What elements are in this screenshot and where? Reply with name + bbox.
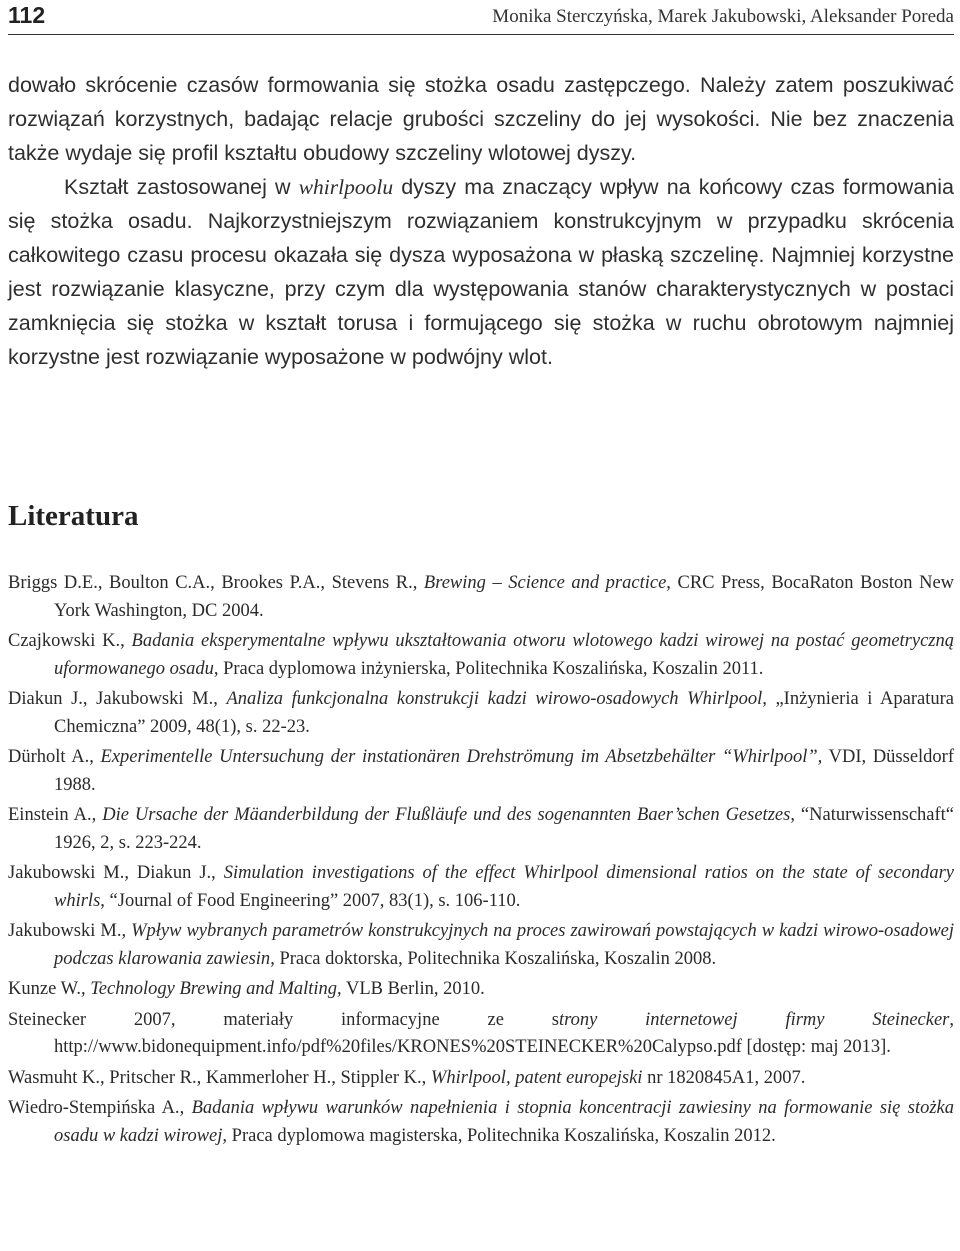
reference-authors: Steinecker 2007, materiały informacyjne ze s [8,1009,559,1030]
reference-list [8,570,954,1153]
reference-item [8,570,954,625]
reference-details: , “Naturwissenschaft“ 1926, 2, s. 223-224. [54,805,955,853]
reference-title: Simulation investigations of the effect Whirlpool dimensional ratios on the state of secondary whirls [54,863,954,911]
reference-separator: , [80,979,91,999]
reference-item [8,686,954,741]
page-header [8,0,954,35]
reference-separator: , [213,689,227,709]
reference-separator: , [120,631,132,651]
reference-title: trony internetowej firmy Steinecker [558,1009,950,1030]
body-text [8,68,954,374]
reference-item [8,744,954,799]
paragraph-2-italic-term: whirlpoolu [298,175,394,199]
reference-title: Whirlpool, patent europejski [430,1067,643,1088]
running-head-authors: Monika Sterczyńska, Marek Jakubowski, Aleksander Poreda [492,6,954,27]
reference-details: , Praca doktorska, Politechnika Koszalińska, Koszalin 2008. [270,948,717,969]
reference-separator: , [91,805,103,825]
section-title: Literatura [8,500,139,532]
paragraph-2 [8,170,954,374]
reference-details: , http://www.bidonequipment.info/pdf%20files/KRONES%20STEINECKER%20Calypso.pdf [dostęp: maj 2013]. [54,1009,954,1057]
reference-authors: Kunze W. [8,979,81,999]
paragraph-1: dowało skrócenie czasów formowania się stożka osadu zastępczego. Należy zatem poszukiwać rozwiązań korzystnych, badając relacje grubości szczeliny do jej wysokości. Nie bez znaczenia także wydaje się profil kształtu obudowy szczeliny wlotowej dyszy. [8,73,954,165]
reference-details: , VLB Berlin, 2010. [337,979,485,999]
reference-item [8,860,954,915]
reference-details: VDI, Düsseldorf 1988. [54,747,955,795]
reference-title: Badania eksperymentalne wpływu ukształtowania otworu wlotowego kadzi wirowej na postać geometryczną uformowanego osadu [54,631,954,679]
reference-title: Experimentelle Untersuchung der instationären Drehströmung im Absetzbehälter “Whirlpool”, [100,747,823,767]
reference-authors: Dürholt A. [8,747,90,767]
reference-authors: Jakubowski M. [8,921,122,941]
reference-item [8,918,954,973]
reference-details: „Inżynieria i Aparatura Chemiczna” 2009, 48(1), s. 22-23. [54,689,954,737]
reference-separator: , [121,921,132,941]
reference-authors: Wiedro-Stempińska A. [8,1098,180,1118]
reference-authors: Einstein A. [8,805,92,825]
reference-details: , CRC Press, BocaRaton Boston New York Washington, DC 2004. [54,573,955,621]
reference-separator: , [89,747,101,767]
reference-title: Badania wpływu warunków napełnienia i stopnia koncentracji zawiesiny na formowanie się stożka osadu w kadzi wirowej, [54,1098,955,1146]
reference-title: Die Ursache der Mäanderbildung der Flußläufe und des sogenannten Baer’schen Gesetzes [102,805,791,825]
reference-item [8,976,954,1004]
reference-authors: Diakun J., Jakubowski M. [8,689,214,709]
reference-item [8,1007,954,1062]
reference-separator: , [412,573,424,593]
reference-separator: , [421,1067,431,1088]
reference-separator: , [179,1098,192,1118]
reference-separator: , [211,863,224,883]
reference-item [8,1095,954,1150]
reference-title: Analiza funkcjonalna konstrukcji kadzi wirowo-osadowych Whirlpool, [226,689,767,709]
paragraph-2-start: Kształt zastosowanej w [64,175,299,199]
reference-authors: Briggs D.E., Boulton C.A., Brookes P.A., Stevens R. [8,573,413,593]
reference-title: Technology Brewing and Malting [90,979,338,999]
reference-authors: Jakubowski M., Diakun J. [8,863,212,883]
reference-details: Praca dyplomowa magisterska, Politechnika Koszalińska, Koszalin 2012. [227,1125,776,1146]
reference-item [8,802,954,857]
paragraph-2-end: dyszy ma znaczący wpływ na końcowy czas formowania się stożka osadu. Najkorzystniejszym rozwiązaniem konstrukcyjnym w przypadku skrócenia całkowitego czasu procesu okazała się dysza wyposażona w płaską szczelinę. Najmniej korzystne jest rozwiązanie klasyczne, przy czym dla występowania stanów charakterystycznych w postaci zamknięcia się stożka w kształt torusa i formującego się stożka w ruchu obrotowym najmniej korzystne jest rozwiązanie wyposażone w podwójny wlot. [8,175,954,369]
reference-title: Wpływ wybranych parametrów konstrukcyjnych na proces zawirowań powstających w kadzi wirowo-osadowej podczas klarowania zawiesin [54,921,955,969]
reference-title: Brewing – Science and practice [423,573,667,593]
reference-details: , Praca dyplomowa inżynierska, Politechnika Koszalińska, Koszalin 2011. [213,658,764,679]
reference-item [8,628,954,683]
reference-details: nr 1820845A1, 2007. [642,1067,806,1088]
reference-authors: Wasmuht K., Pritscher R., Kammerloher H., Stippler K. [8,1067,422,1088]
reference-authors: Czajkowski K. [8,631,121,651]
reference-item [8,1065,954,1093]
reference-details: , “Journal of Food Engineering” 2007, 83(1), s. 106-110. [100,890,521,911]
page-number: 112 [8,2,46,28]
